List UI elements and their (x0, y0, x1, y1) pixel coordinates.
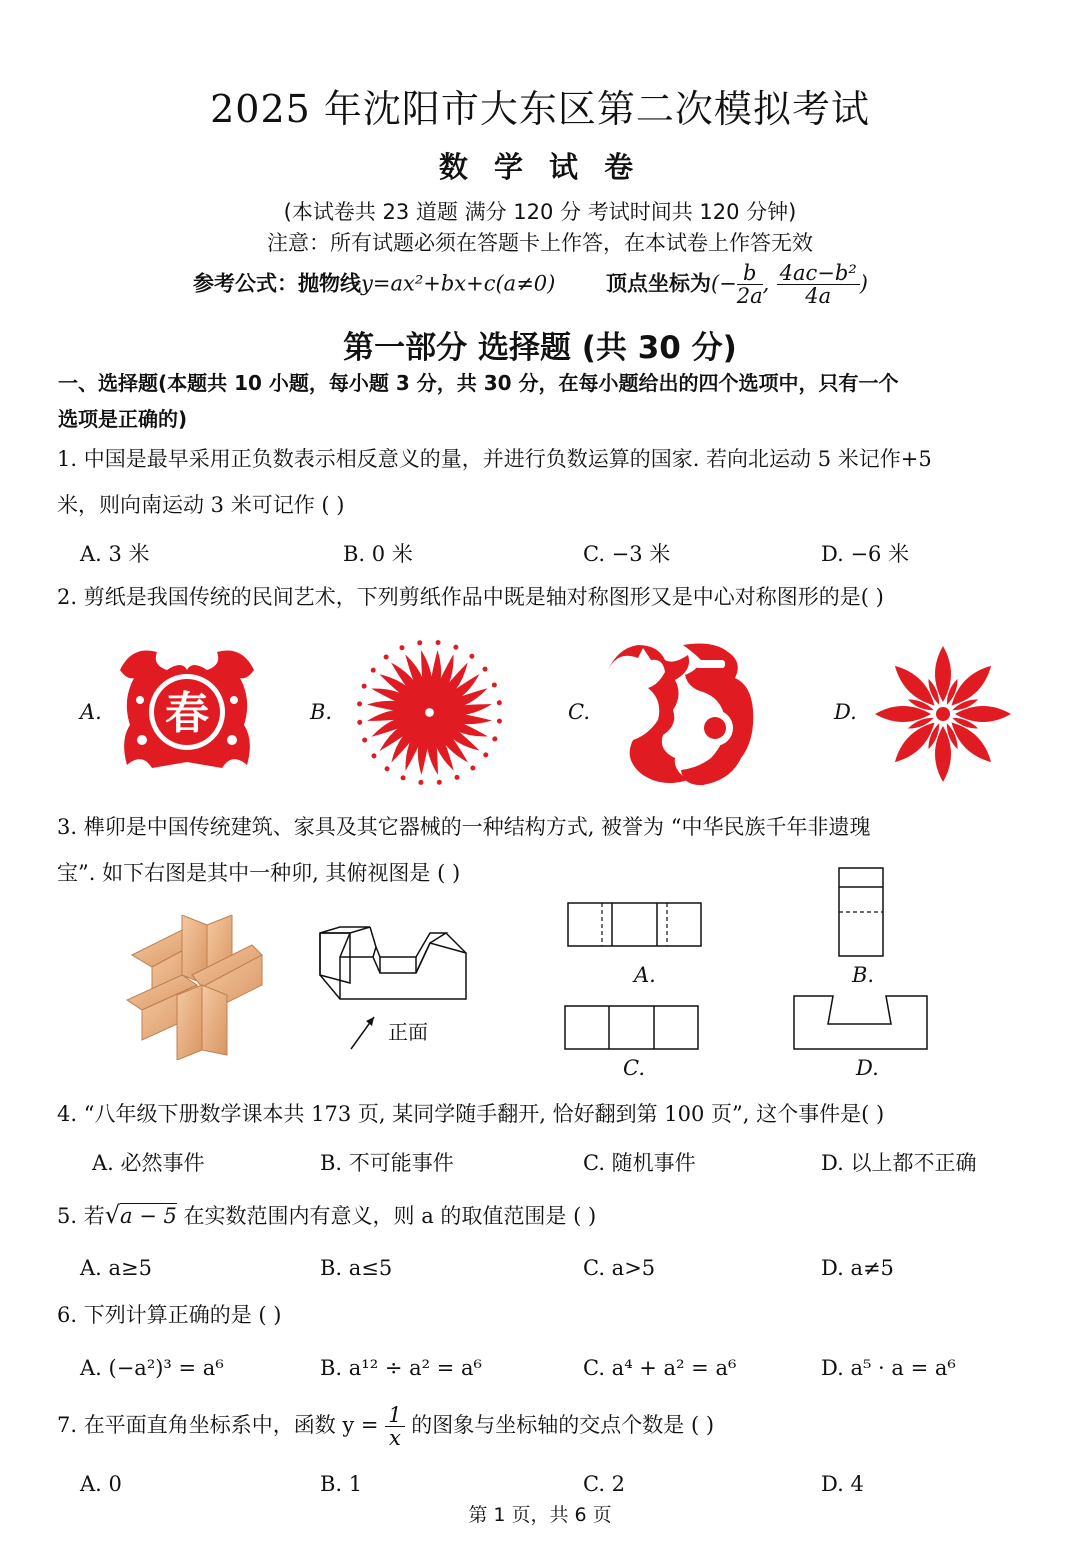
q3-line2: 宝”. 如下右图是其中一种卯, 其俯视图是 ( ) (57, 861, 461, 885)
spiral-dot (383, 653, 390, 660)
part-title: 第一部分 选择题 (共 30 分) (343, 330, 737, 366)
spiral-dot (357, 719, 363, 725)
q5-option-d: D. a≠5 (821, 1256, 894, 1280)
q4-option-b: B. 不可能事件 (320, 1151, 454, 1175)
formula-expression: y=ax²+bx+c(a≠0) (361, 271, 556, 296)
q6-option-b: B. a¹² ÷ a² = a⁶ (320, 1356, 482, 1380)
q1-option-d: D. −6 米 (821, 542, 910, 566)
spiral-dot (361, 737, 368, 744)
spiral-dot (496, 700, 502, 706)
q3-label-a: A. (634, 963, 656, 987)
spiral-dot (435, 640, 441, 646)
vertex-fraction-1: $\frac{b}{2a}$ (736, 261, 763, 309)
spiral-dot (418, 780, 424, 786)
vertex-open: (− (710, 271, 737, 296)
flower-center (936, 707, 950, 721)
q7-fraction: $\frac{1}{x}$ (385, 1404, 404, 1449)
spiral-dot (417, 640, 423, 646)
q3-view-a (567, 902, 703, 948)
q5-option-a: A. a≥5 (80, 1256, 152, 1280)
spiral-dot (469, 764, 476, 771)
reference-formula (193, 262, 868, 307)
exam-notice: 注意：所有试题必须在答题卡上作答，在本试卷上作答无效 (267, 231, 813, 255)
spiral-dot (492, 736, 499, 743)
sqrt-sign: √ (104, 1201, 121, 1229)
q5-radicand: a − 5 (120, 1204, 177, 1228)
q5-suffix: 在实数范围内有意义，则 a 的取值范围是 ( ) (183, 1204, 597, 1228)
q6-option-a: A. (−a²)³ = a⁶ (80, 1356, 224, 1380)
q4-text: 4. “八年级下册数学课本共 173 页, 某同学随手翻开, 恰好翻到第 100 页”, 这个事件是( ) (57, 1102, 885, 1126)
q1-line1: 1. 中国是最早采用正负数表示相反意义的量，并进行负数运算的国家. 若向北运动 5 米记作+5 (57, 447, 932, 471)
exam-title: 2025 年沈阳市大东区第二次模拟考试 (210, 87, 870, 131)
spiral-dot (468, 653, 475, 660)
q7-prefix: 7. 在平面直角坐标系中，函数 y = (57, 1413, 379, 1437)
q2-label-d: D. (834, 700, 857, 724)
spiral-dot (357, 701, 363, 707)
q2-label-c: C. (568, 700, 590, 724)
section-instruction-1: 一、选择题(本题共 10 小题，每小题 3 分，共 30 分，在每小题给出的四个选项中，只有一个 (58, 371, 899, 395)
papercut-spring-dragons (112, 640, 262, 780)
q3-line1: 3. 榫卯是中国传统建筑、家具及其它器械的一种结构方式, 被誉为 “中华民族千年非遗瑰 (57, 815, 871, 839)
q5-option-b: B. a≤5 (320, 1256, 393, 1280)
q4-option-a: A. 必然事件 (92, 1151, 205, 1175)
exam-subtitle: 数 学 试 卷 (438, 150, 642, 184)
q4-option-d: D. 以上都不正确 (821, 1151, 977, 1175)
papercut-spiral-sun (352, 635, 507, 790)
vertex-close: ) (859, 271, 868, 296)
q5-text (57, 1192, 1042, 1239)
spiral-dot (454, 774, 461, 781)
q4-option-c: C. 随机事件 (583, 1151, 696, 1175)
q2-label-a: A. (80, 700, 102, 724)
exam-info: (本试卷共 23 道题 满分 120 分 考试时间共 120 分钟) (283, 200, 797, 224)
spiral-dot (361, 683, 368, 690)
q7-text (57, 1402, 1042, 1449)
q1-option-b: B. 0 米 (343, 542, 413, 566)
q6-option-d: D. a⁵ · a = a⁶ (821, 1356, 956, 1380)
vertex-label: 顶点坐标为 (605, 271, 711, 296)
spiral-dot (370, 752, 377, 759)
q5-option-c: C. a>5 (583, 1256, 656, 1280)
formula-label: 参考公式：抛物线 (193, 271, 361, 296)
q3-view-b (838, 867, 886, 959)
section-instruction-2: 选项是正确的) (58, 407, 188, 431)
q2-text: 2. 剪纸是我国传统的民间艺术，下列剪纸作品中既是轴对称图形又是中心对称图形的是( ) (57, 585, 884, 609)
q3-label-d: D. (856, 1056, 879, 1080)
papercut-dragon-fu (603, 640, 758, 790)
spiral-dot (482, 751, 489, 758)
q1-option-a: A. 3 米 (80, 542, 150, 566)
front-label: 正面 (388, 1020, 428, 1044)
papercut-flower (872, 643, 1014, 785)
q7-option-b: B. 1 (320, 1472, 363, 1496)
spiral-dot (384, 765, 391, 772)
page-footer: 第 1 页，共 6 页 (468, 1504, 612, 1526)
vertex-comma: , (762, 271, 770, 296)
vertex-fraction-2: $\frac{\text{4ac−b²}}{4a}$ (777, 262, 860, 307)
q7-option-d: D. 4 (821, 1472, 864, 1496)
q6-text: 6. 下列计算正确的是 ( ) (57, 1303, 282, 1327)
spiral-dot (436, 779, 442, 785)
papercut-chun-character: 春 (165, 688, 209, 739)
spiral-dot (399, 644, 406, 651)
q3-view-d (793, 994, 929, 1052)
spiral-dot (491, 682, 498, 689)
q7-option-c: C. 2 (583, 1472, 626, 1496)
spiral-dot (400, 775, 407, 782)
q3-label-c: C. (623, 1056, 645, 1080)
q2-label-b: B. (310, 700, 333, 724)
q1-line2: 米，则向南运动 3 米可记作 ( ) (57, 493, 345, 517)
q6-option-c: C. a⁴ + a² = a⁶ (583, 1356, 737, 1380)
wooden-puzzle-image (122, 915, 267, 1060)
q3-label-b: B. (852, 963, 875, 987)
spiral-dot (453, 644, 460, 651)
spiral-dot (370, 667, 377, 674)
q1-option-c: C. −3 米 (583, 542, 671, 566)
q5-prefix: 5. 若 (57, 1204, 105, 1228)
q7-option-a: A. 0 (80, 1472, 122, 1496)
spiral-dot (481, 666, 488, 673)
q7-suffix: 的图象与坐标轴的交点个数是 ( ) (411, 1413, 715, 1437)
spiral-dot (497, 718, 503, 724)
q3-view-c (564, 1005, 700, 1051)
